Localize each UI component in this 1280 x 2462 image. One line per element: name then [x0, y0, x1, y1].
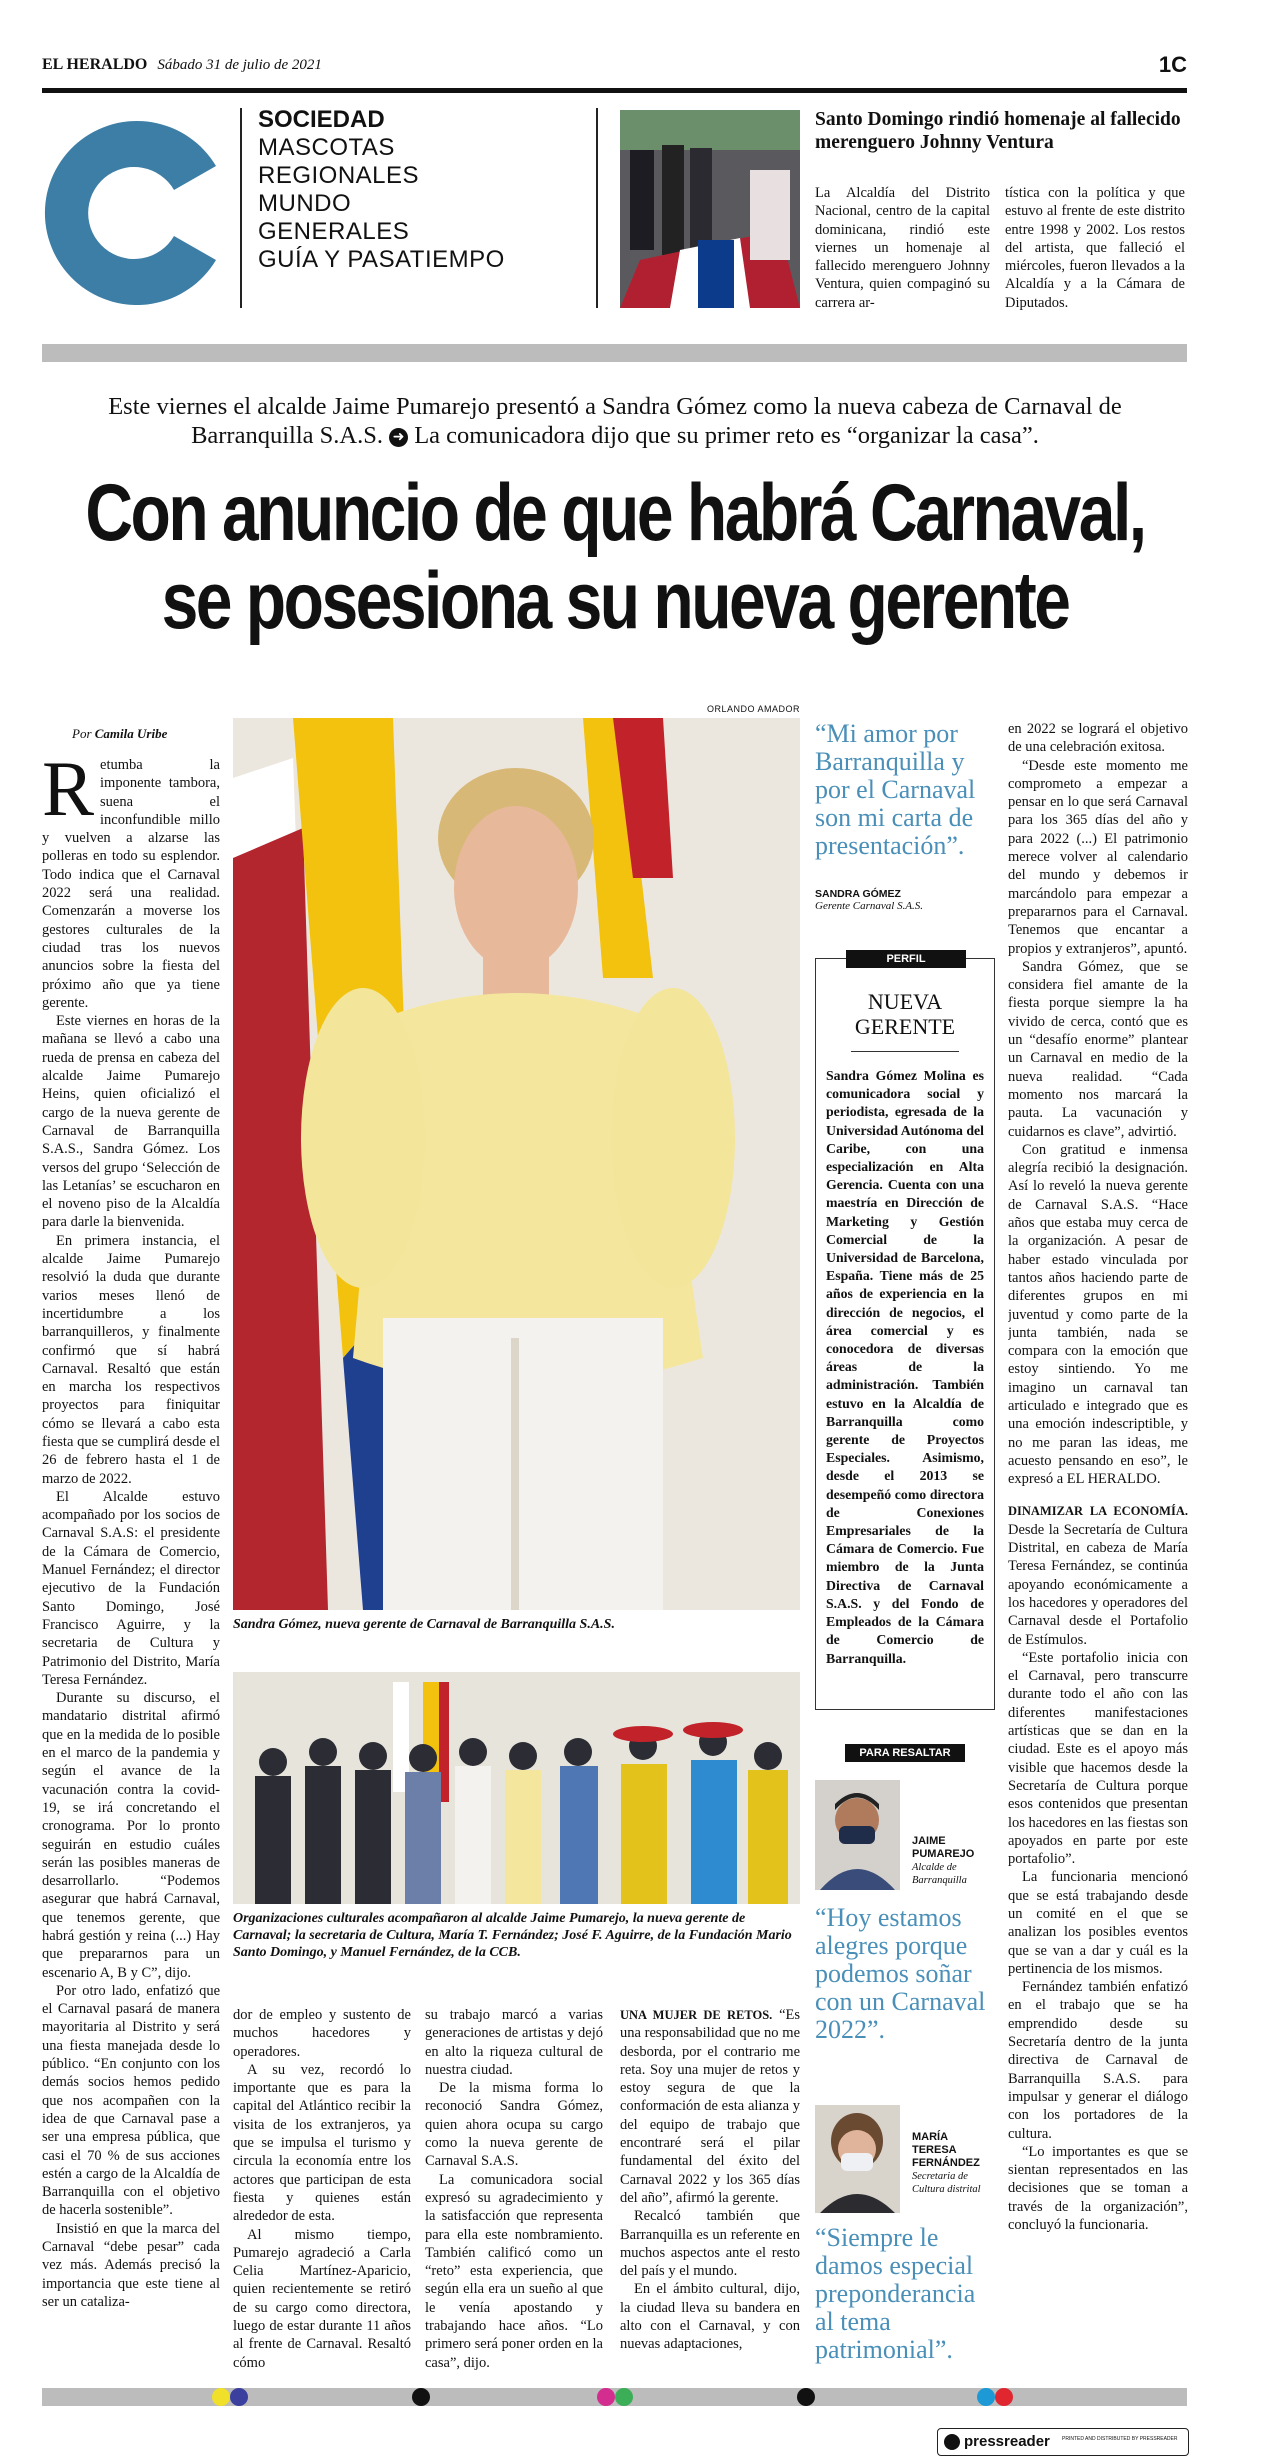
paragraph: dor de empleo y sustento de muchos hacedores y operadores. [233, 2007, 411, 2060]
byline-name[interactable]: Camila Uribe [94, 726, 168, 741]
profile-title-1: NUEVA [867, 989, 943, 1014]
headline-line-1: Con anuncio de que habrá Carnaval, [85, 466, 1145, 558]
subhead: UNA MUJER DE RETOS. [620, 2008, 773, 2022]
paper-name: EL HERALDO [42, 56, 148, 73]
profile-rule [851, 1051, 959, 1052]
paragraph: su trabajo marcó a varias generaciones de artistas y dejó en alto la riqueza cultural de nuestra ciudad. [425, 2007, 603, 2078]
brief-photo [620, 110, 800, 308]
paragraph: Sandra Gómez, que se considera fiel amante de la fiesta porque siempre la ha vivido de cerca, contó que es un “desafío enorme” plantear un Carnaval en medio de la nueva realidad. “Cada momento nos marcará la pauta. La vacunación y cuidarnos es clave”, advirtió. [1008, 958, 1188, 1140]
page-number: 1C [1158, 52, 1187, 77]
section-letter-logo [36, 108, 236, 318]
section-divider [240, 108, 242, 308]
main-photo-caption: Sandra Gómez, nueva gerente de Carnaval de Barranquilla S.A.S. [233, 1617, 615, 1632]
paragraph: La funcionaria mencionó que se está trabajando desde un comité en el que se analizan los posibles eventos que se van a dar y cuál es la pertinencia de los mismos. [1008, 1869, 1188, 1977]
paragraph: Desde la Secretaría de Cultura Distrital, en cabeza de María Teresa Fernández, se continúa apoyando económicamente a los hacedores y operadores del Carnaval desde el Portafolio de Estímulos. [1008, 1521, 1188, 1648]
reg-mark-yellow [212, 2388, 230, 2406]
paragraph: Con gratitud e inmensa alegría recibió la designación. Así lo reveló la nueva gerente de Carnaval S.A.S. “Hace años que estaba muy cerca de la organización. A pesar de haber estado vinculada por tantos años haciendo parte de diferentes grupos en mi juventud y como parte de la junta también, nada se compara con la emoción que estoy sintiendo. Yo me imagino un carnaval tan articulado e integrado que es una emoción indescriptible, y no me paran las ideas, me acuesto pensando en eso”, le expresó a EL HERALDO. [1008, 1141, 1188, 1488]
paragraph: etumba la imponente tambora, suena el inconfundible millo y vuelven a alzarse las polleras en todo su esplendor. Todo indica que el Carnaval 2022 será una realidad. Comenzarán a moverse los gestores culturales de la ciudad tras los nuevos anuncios sobre la fiesta del próximo año que ya tiene gerente. [42, 757, 220, 1011]
gray-band [42, 344, 1187, 362]
header-rule [42, 88, 1187, 93]
pull-quote-role: Gerente Carnaval S.A.S. [815, 900, 924, 912]
paragraph: Insistió en que la marca del Carnaval “debe pesar” cada vez más. Además precisó la importancia que este tiene al ser un cataliza- [42, 2220, 220, 2310]
paragraph: “Este portafolio inicia con el Carnaval, pero transcurre durante todo el año con las diferentes manifestaciones artísticas que se dan en la ciudad. Este es el apoyo más visible que hacemos desde la Secretaría de Cultura porque esos contenidos que presentan los hacedores en las fiestas son apoyados en parte por este portafolio”. [1008, 1649, 1188, 1868]
byline-prefix: Por [72, 726, 92, 741]
fernandez-name-3: FERNÁNDEZ [912, 2157, 980, 2169]
summary-part-b: La comunicadora dijo que su primer reto es “organizar la casa”. [414, 422, 1039, 449]
paragraph: Por otro lado, enfatizó que el Carnaval pasará de manera mayoritaria al Distrito y será una fiesta manejada desde lo público. “En conjunto con los demás socios hemos pedido que nos acompañen con la idea de que Carnaval pase a ser una empresa pública, que casi el 70 % de sus acciones estén a cargo de la Alcaldía de Barranquilla con el objetivo de hacerla sostenible”. [42, 1982, 220, 2219]
section-item-mascotas[interactable]: MASCOTAS [258, 134, 395, 161]
brief-col-2: tística con la política y que estuvo al frente de este distrito entre 1998 y 2002. Los restos del artista, que falleció el miércoles, fueron llevados a la Alcaldía y a la Cámara de Diputados. [1005, 185, 1185, 311]
article-col-4 [620, 2006, 800, 2426]
lead-summary [60, 392, 1170, 450]
paragraph: En primera instancia, el alcalde Jaime Pumarejo resolvió la duda que durante varios meses llenó de incertidumbre a los barranquilleros, y finalmente confirmó que sí habrá Carnaval. Resaltó que están en marcha los respectivos proyectos para finiquitar cómo se llevará a cabo esta fiesta que se cumplirá desde el 26 de febrero hasta el 1 de marzo de 2022. [42, 1232, 220, 1487]
section-item-generales[interactable]: GENERALES [258, 218, 410, 245]
section-item-mundo[interactable]: MUNDO [258, 190, 352, 217]
pumarejo-name-1: JAIME [912, 1835, 946, 1847]
highlight-tag: PARA RESALTAR [845, 1744, 965, 1762]
issue-date: Sábado 31 de julio de 2021 [157, 57, 322, 73]
article-col-5 [1008, 720, 1188, 2430]
reg-mark-violet [230, 2388, 248, 2406]
fernandez-name-2: TERESA [912, 2144, 957, 2156]
headline-line-2: se posesiona su nueva gerente [161, 554, 1069, 646]
masthead [42, 52, 1187, 82]
paragraph: En el ámbito cultural, dijo, la ciudad lleva su bandera en alto con el Carnaval, y con nuevas adaptaciones, [620, 2281, 800, 2353]
paragraph: en 2022 se logrará el objetivo de una celebración exitosa. [1008, 721, 1188, 756]
summary-part-a: Este viernes el alcalde Jaime Pumarejo presentó a Sandra Gómez como la nueva cabeza de Carnaval de Barranquilla S.A.S. [108, 393, 1122, 449]
reg-mark-black [412, 2388, 430, 2406]
group-photo [233, 1672, 800, 1904]
reg-mark-green [615, 2388, 633, 2406]
article-col-1 [42, 756, 220, 2432]
paragraph: Durante su discurso, el mandatario distrital afirmó que en la medida de lo posible en el marco de la pandemia y según el avance de la vacunación contra la covid-19, se irá concretando el cronograma. Por lo pronto seguirán en estudio cuáles serán las posibles maneras de desarrollarlo. “Podemos asegurar que habrá Carnaval, que tenemos gerente, que habrá gestión y reina (...) Hay que prepararnos para un escenario A, B y C”, dijo. [42, 1690, 220, 1981]
pumarejo-photo [815, 1780, 900, 1890]
group-photo-caption: Organizaciones culturales acompañaron al alcalde Jaime Pumarejo, la nueva gerente de Carnaval; la secretaria de Cultura, María T. Fernández; José F. Aguirre, de la Fundación Mario Santo Domingo, y Manuel Fernández, de la CCB. [233, 1911, 792, 1960]
brief-col-1: La Alcaldía del Distrito Nacional, centro de la capital dominicana, rindió este viernes un homenaje al fallecido merenguero Johnny Ventura, quien compaginó su carrera ar- [815, 185, 990, 311]
profile-title-2: GERENTE [854, 1014, 956, 1039]
fernandez-label [912, 2131, 997, 2196]
fernandez-name-1: MARÍA [912, 2131, 949, 2143]
section-title: SOCIEDAD [258, 106, 385, 133]
paragraph: “Desde este momento me comprometo a empezar a pensar en lo que será Carnaval para los 365 días del año y para 2022 (...) El patrimonio merece volver al calendario del mundo y debemos ir marcándolo para empezar a prepararnos para el Carnaval. Tenemos que encantar a propios y extranjeros”, apuntó. [1008, 757, 1188, 957]
subhead: DINAMIZAR LA ECONOMÍA. [1008, 1504, 1188, 1519]
reg-mark-magenta [597, 2388, 615, 2406]
brief-headline[interactable]: Santo Domingo rindió homenaje al fallecido merenguero Johnny Ventura [815, 109, 1181, 153]
pumarejo-name-2: PUMAREJO [912, 1848, 975, 1860]
paragraph: Este viernes en horas de la mañana se llevó a cabo una rueda de prensa en cabeza del alcalde Jaime Pumarejo Heins, quien oficializó el cargo de la nueva gerente de Carnaval de Barranquilla S.A.S., Sandra Gómez. Los versos del grupo ‘Selección de las Letanías’ se escucharon en el noveno piso de la Alcaldía para darle la bienvenida. [42, 1013, 220, 1231]
paragraph: “Es una responsabilidad que no me desborda, por el contrario me reta. Soy una mujer de retos y estoy segura de que la conformación de esta alianza y del equipo de trabajo que encontraré será el pilar fundamental del éxito del Carnaval 2022 y los 365 días del año”, afirmó la gerente. [620, 2007, 800, 2206]
section-item-regionales[interactable]: REGIONALES [258, 162, 420, 189]
paragraph: Al mismo tiempo, Pumarejo agradeció a Carla Celia Martínez-Aparicio, quien recientemente se retiró de su cargo como directora, luego de estar durante 11 años al frente de Carnaval. Resaltó cómo [233, 2226, 411, 2371]
drop-cap: R [42, 756, 95, 832]
reg-mark-black-2 [797, 2388, 815, 2406]
paragraph: Fernández también enfatizó en el trabajo que se ha emprendido desde su Secretaría dentro de la junta directiva de Carnaval de Barranquilla S.A.S. para impulsar y generar el diálogo con los portadores de la cultura. [1008, 1979, 1188, 2142]
pull-quote-text: “Mi amor por Barranquilla y por el Carnaval son mi carta de presentación”. [815, 719, 976, 860]
article-col-3 [425, 2006, 603, 2426]
paragraph: “Lo importantes es que se sientan representados en las decisiones que se toman a través de la organización”, concluyó la funcionaria. [1008, 2143, 1188, 2234]
main-headline [40, 466, 1190, 646]
pull-quote-1 [815, 720, 995, 912]
arrow-right-icon: ➜ [389, 428, 408, 447]
pressreader-brand: pressreader [964, 2433, 1050, 2450]
paragraph: La comunicadora social expresó su agradecimiento y la satisfacción que representa para ella este nombramiento. También calificó como un “reto” esta experiencia, que según ella era un sueño al que le venía apostando y trabajando hace años. “Lo primero será poner orden en la casa”, dijo. [425, 2171, 603, 2371]
pressreader-logo-icon [944, 2434, 960, 2450]
registration-marks [42, 2388, 1187, 2406]
pumarejo-label [912, 1835, 997, 1887]
pressreader-badge[interactable] [937, 2428, 1189, 2456]
fernandez-role: Secretaria de Cultura distrital [912, 2171, 981, 2195]
byline [72, 726, 167, 742]
section-menu [258, 106, 578, 274]
highlight-quote-1: “Hoy estamos alegres porque podemos soñar con un Carnaval 2022”. [815, 1903, 986, 2044]
pumarejo-role: Alcalde de Barranquilla [912, 1862, 967, 1886]
pull-quote-name: SANDRA GÓMEZ [815, 888, 901, 900]
profile-tag: PERFIL [846, 950, 966, 968]
profile-body: Sandra Gómez Molina es comunicadora social y periodista, egresada de la Universidad Autónoma del Caribe, con una especialización en Alta Gerencia. Cuenta con una maestría en Dirección de Marketing y Gestión Comercial de la Universidad de Barcelona, España. Tiene más de 25 años de experiencia en la dirección de negocios, el área comercial y es conocedora de diversas áreas de la administración. También estuvo en la Alcaldía de Barranquilla como gerente de Proyectos Especiales. Asimismo, desde el 2013 se desempeñó como directora de Conexiones Empresariales de la Cámara de Comercio. Fue miembro de la Junta Directiva de Carnaval S.A.S. y del Fondo de Empleados de la Cámara de Comercio de Barranquilla. [826, 1068, 984, 1666]
reg-mark-cyan [977, 2388, 995, 2406]
section-divider-2 [596, 108, 598, 308]
pressreader-small: PRINTED AND DISTRIBUTED BY PRESSREADER [1062, 2436, 1178, 2442]
paragraph: El Alcalde estuvo acompañado por los socios de Carnaval S.A.S: el presidente de la Cámara de Comercio, Manuel Fernández; el director ejecutivo de la Fundación Santo Domingo, José Francisco Aguirre, y la secretaria de Cultura y Patrimonio del Distrito, María Teresa Fernández. [42, 1488, 220, 1688]
paragraph: De la misma forma lo reconoció Sandra Gómez, quien ahora ocupa su cargo como la nueva gerente de Carnaval S.A.S. [425, 2080, 603, 2170]
photo-credit: ORLANDO AMADOR [706, 704, 800, 714]
paragraph: Recalcó también que Barranquilla es un referente en muchos aspectos ante el resto del país y el mundo. [620, 2208, 800, 2280]
paragraph: A su vez, recordó lo importante que es para la capital del Atlántico recibir la visita de los extranjeros, ya que se impulsa el turismo y circula la economía entre los actores que participan de esta fiesta y quienes están alrededor de esta. [233, 2061, 411, 2225]
fernandez-photo [815, 2105, 900, 2213]
profile-box [815, 953, 995, 1710]
highlight-quote-2: “Siempre le damos especial preponderancia al tema patrimonial”. [815, 2223, 976, 2364]
section-item-guia[interactable]: GUÍA Y PASATIEMPO [258, 246, 505, 273]
article-col-2 [233, 2006, 411, 2426]
reg-mark-red [995, 2388, 1013, 2406]
main-photo [233, 718, 800, 1610]
